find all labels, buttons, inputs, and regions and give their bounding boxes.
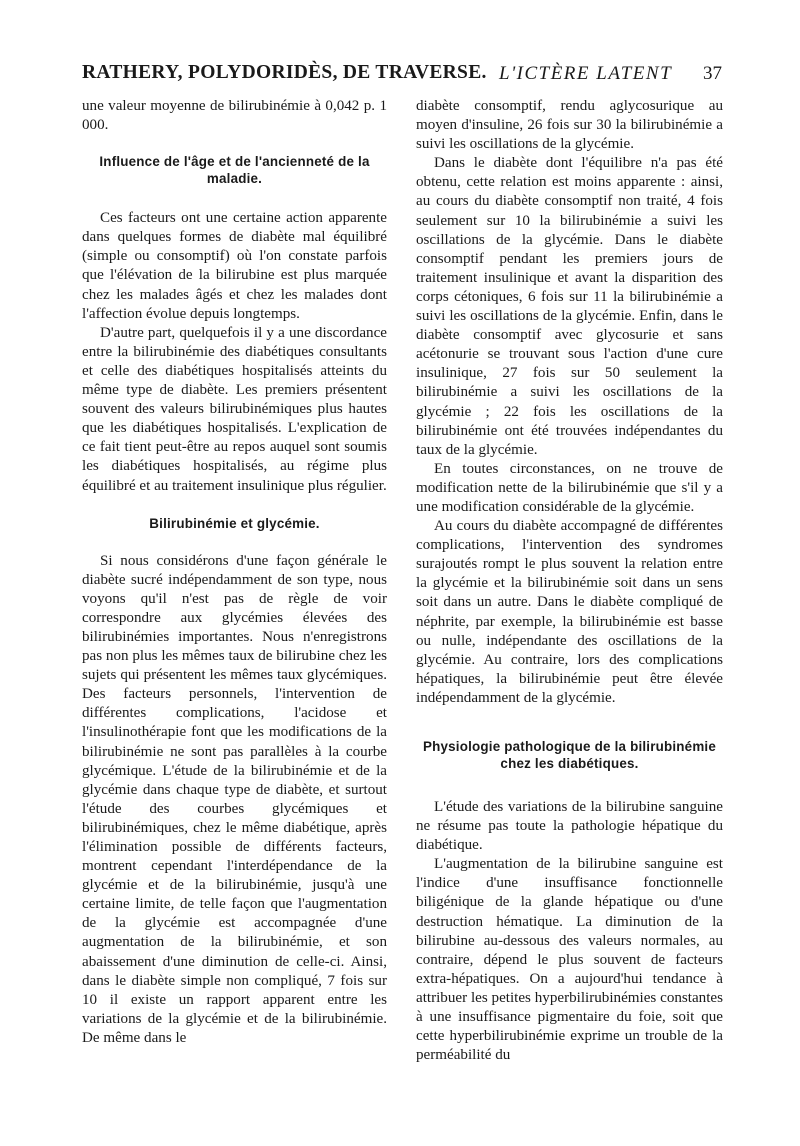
- left-column: [82, 97, 387, 1048]
- running-header: [82, 62, 722, 92]
- header-authors: RATHERY, POLYDORIDÈS, DE TRAVERSE.: [82, 62, 487, 83]
- paragraph: diabète consomptif, rendu aglycosurique au moyen d'insuline, 26 fois sur 30 la bilirubinémie a suivi les oscillations de la glycémie.: [416, 98, 723, 153]
- section-heading: Influence de l'âge et de l'ancienneté de la maladie.: [99, 154, 370, 187]
- paragraph: L'étude des variations de la bilirubine sanguine ne résume pas toute la pathologie hépatique du diabétique.: [416, 799, 723, 854]
- section-heading: Physiologie pathologique de la bilirubinémie chez les diabétiques.: [422, 739, 716, 771]
- header-title: L'ICTÈRE LATENT: [499, 63, 673, 84]
- paragraph: Si nous considérons d'une façon générale le diabète sucré indépendamment de son type, nous voyons qu'il n'est pas de règle de voir correspondre aux glycémies élevées des bilirubinémies importantes. Nous n'enregistrons pas non plus les mêmes taux de bilirubine chez les sujets qui présentent les mêmes taux glycémiques. Des facteurs personnels, l'intervention de différentes complications, l'acidose et l'insulinothérapie font que les modifications de la bilirubinémie ne sont pas parallèles à la courbe glycémique. L'étude de la bilirubinémie et de la glycémie dans chaque type de diabète, et surtout l'étude des courbes glycémiques et bilirubinémiques, chez le même diabétique, après l'élimination possible de différents facteurs, montrent cependant l'interdépendance de la glycémie et de la bilirubinémie, jusqu'à une certaine limite, de telle façon que l'augmentation de la glycémie est accompagnée d'une augmentation de la bilirubinémie, et son abaissement d'une diminution de celle-ci. Ainsi, dans le diabète simple non compliqué, 7 fois sur 10 il existe un rapport apparent entre les variations de la glycémie et de la bilirubinémie. De même dans le: [82, 552, 387, 1046]
- paragraph: Ces facteurs ont une certaine action apparente dans quelques formes de diabète mal équilibré (simple ou consomptif) où l'on constate parfois que l'élévation de la bilirubine est plus marquée chez les malades âgés et chez les malades dont l'affection évolue depuis longtemps.: [82, 210, 387, 322]
- paragraph: L'augmentation de la bilirubine sanguine est l'indice d'une insuffisance fonctionnelle biligénique de la glande hépatique ou d'une destruction hématique. La diminution de la bilirubine au-dessous des valeurs normales, au contraire, dépend le plus souvent de facteurs extra-hépatiques. On a aujourd'hui tendance à attribuer les petites hyperbilirubinémies constantes à une insuffisance pigmentaire du foie, soit que cette hyperbilirubinémie exprime un trouble de la perméabilité du: [416, 856, 723, 1064]
- right-column: [416, 97, 723, 1065]
- paragraph: une valeur moyenne de bilirubinémie à 0,042 p. 1 000.: [82, 98, 387, 134]
- paragraph: En toutes circonstances, on ne trouve de modification nette de la bilirubinémie que s'il y a une modification considérable de la glycémie.: [416, 460, 723, 515]
- section-heading: Bilirubinémie et glycémie.: [149, 515, 320, 531]
- paragraph: D'autre part, quelquefois il y a une discordance entre la bilirubinémie des diabétiques consultants et celle des diabétiques hospitalisés atteints du même type de diabète. Les premiers présentent souvent des valeurs bilirubinémiques plus hautes que les diabétiques hospitalisés. L'explication de ce fait tient peut-être au repos auquel sont soumis les diabétiques hospitalisés, au régime plus équilibré et au traitement insulinique plus régulier.: [82, 324, 387, 494]
- page-number: 37: [703, 63, 722, 84]
- paragraph: Dans le diabète dont l'équilibre n'a pas été obtenu, cette relation est moins apparente : ainsi, au cours du diabète consomptif non traité, 4 fois seulement sur 10 la bilirubinémie a suivi les oscillations de la glycémie. Dans le diabète consomptif pendant les premiers jours de traitement insulinique et avant la disparition des corps cétoniques, 6 fois sur 11 la bilirubinémie a suivi les oscillations de la glycémie. Enfin, dans le diabète consomptif avec glycosurie et sans acétonurie se trouvant sous l'action d'une cure insulinique, 27 fois sur 50 seulement la bilirubinémie a suivi les oscillations de la glycémie ; 22 fois les oscillations de la bilirubinémie ont été trouvées indépendantes du taux de la glycémie.: [416, 155, 723, 458]
- paragraph: Au cours du diabète accompagné de différentes complications, l'intervention des syndromes surajoutés rompt le plus souvent la relation entre la glycémie et la bilirubinémie soit dans un sens soit dans un autre. Dans le diabète compliqué de néphrite, par exemple, la bilirubinémie est basse ou nulle, indépendante des oscillations de la glycémie. Au contraire, lors des complications hépatiques, la bilirubinémie peut être élevée indépendamment de la glycémie.: [416, 518, 723, 706]
